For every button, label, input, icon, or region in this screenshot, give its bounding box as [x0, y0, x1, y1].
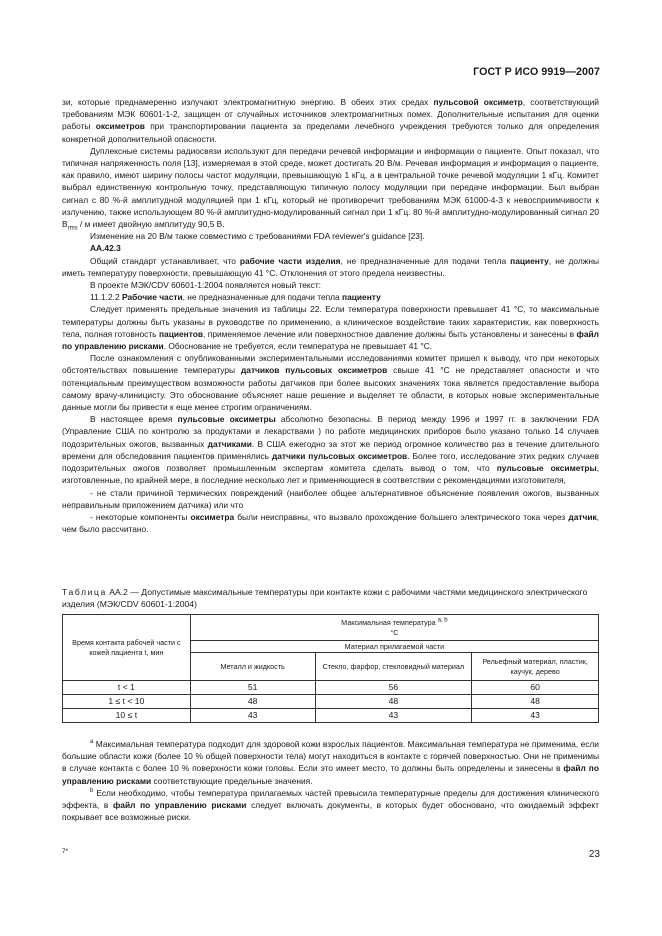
material-header: Материал прилагаемой части: [190, 641, 598, 653]
paragraph-3: Изменение на 20 В/м также совместимо с требованиями FDA reviewer's guidance [23].: [90, 231, 425, 242]
temperature-table: [62, 614, 599, 723]
section-heading: АА.42.3: [90, 243, 121, 254]
paragraph-1: зи, которые преднамеренно излучают электромагнитную энергию. В обеих этих средах пульсовой оксиметр, соответствующий требованиям МЭК 60601-1-2, защищен от случайных источников электромагнитных помех. Дополнительные испытания для оценки работы оксиметров при транспортировании пациента за пределами лечебного учреждения требуются только для определения конкретной дополнительной опасности.: [62, 97, 599, 144]
contact-time-header: Время контакта рабочей части с кожей пациента t, мин: [63, 615, 191, 681]
material-metal: Металл и жидкость: [190, 653, 315, 681]
paragraph-10: - не стали причиной термических повреждений (наиболее общее альтернативное объяснение появления ожогов, вызванных неправильным приложением датчика) или что: [62, 487, 599, 510]
max-temp-header: Максимальная температура $^{a, b}$ °С: [190, 615, 598, 641]
paragraph-5: В проекте МЭК/CDV 60601-1:2004 появляется новый текст:: [90, 280, 321, 291]
material-glass: Стекло, фарфор, стекловидный материал: [315, 653, 472, 681]
paragraph-2: Дуплексные системы радиосвязи используют для передачи речевой информации и информации о пациенте. Опыт показал, что типичная напряженность поля [13], измеряемая в этой среде, может достигать 20 В/м. Речевая информация и информация о пациенте, как правило, имеют ширину полосы частот модуляции, превышающую 1 кГц, а в центральной точке речевой модуляции 1 кГц. Комитет выбрал единственную контрольную точку, представляющую типичную полосу модуляции при передаче информации. Был выбран сигнал с 80 %-й амплитудной модуляцией при 1 кГц, который не противоречит требованиям МЭК 61000-4-3 к невосприимчивости к излучению, также использующем 80 %-й амплитудно-модулированный сигнал при 1 кГц. 80 %-й амплитудно-модулированный сигнал 20 $В_{rms}$ / м имеет двойную амплитуду 90,5 В.: [62, 145, 599, 232]
note-a: $^a$ Максимальная температура подходит для здоровой кожи взрослых пациентов. Максимальная температура не применима, если большие области кожи (более 10 % общей поверхности тела) могут находиться в контакте с горячей поверхностью. Они не применимы в случае контакта с более 10 % поверхности кожи головы. Если это имеет место, то должны быть определены и занесены в файл по управлению рисками соответствующие предельные значения.: [62, 739, 599, 786]
paragraph-4: Общий стандарт устанавливает, что рабочие части изделия, не предназначенные для подачи тепла пациенту, не должны иметь температуру поверхности, превышающую 41 °С. Отклонения от этого предела неизвестны.: [62, 255, 599, 278]
material-plastic: Рельефный материал, пластик, каучук, дерево: [472, 653, 599, 681]
table-notes: [62, 738, 599, 823]
paragraph-9: В настоящее время пульсовые оксиметры абсолютно безопасны. В период между 1996 и 1997 гг. в заключении FDA (Управление США по контролю за продуктами и лекарствами ) по работе медицинских приборов было указано только 14 случаев подозрительных ожогов, вызванных датчиками. В США ежегодно за этот же период огромное количество раз в течение длительного времени для обследования пациентов применялись датчики пульсовых оксиметров. Более того, исследование этих редких случаев подозрительных ожогов позволяет промышленным экспертам комитета сделать вывод о том, что пульсовые оксиметры, изготовленные, по крайней мере, в последние несколько лет и применяющиеся в соответствии с рекомендациями изготовителя,: [62, 414, 600, 486]
standard-header: ГОСТ Р ИСО 9919—2007: [473, 66, 600, 78]
signature-mark: 7*: [62, 848, 69, 855]
paragraph-7: Следует применять предельные значения из таблицы 22. Если температура поверхности превышает 41 °С, то максимальные температуры должны быть указаны в руководстве по применению, а клиническое воздействие таких характеристик, как поверхность тела, полная готовность пациентов, применяемое лечение или поверхностное давление должны быть установлены и занесены в файл по управлению рисками. Обоснование не требуется, если температура не превышает 41 °С.: [62, 304, 599, 352]
paragraph-11: - некоторые компоненты оксиметра были неисправны, что вызвало прохождение большего электрического тока через датчик, чем было рассчитано.: [62, 511, 599, 535]
paragraph-6: 11.1.2.2 Рабочие части, не предназначенные для подачи тепла пациенту: [90, 292, 381, 303]
page-number: 23: [588, 849, 600, 860]
paragraph-8: После ознакомления с опубликованными экспериментальными исследованиями комитет пришел к выводу, что при некоторых обстоятельствах повышение температуры датчиков пульсовых оксиметров свыше 41 °С не представляет опасности и что потенциальным преимуществом возможности работы датчиков при более высоких значениях тока является предоставление выбора самому врачу-клиницисту. Это обоснование объясняет наше решение и выделяет те области, в которых новые экспериментальные данные могли бы привести к еще менее строгим ограничениям.: [62, 353, 599, 413]
body-text: [62, 96, 599, 535]
table-caption: Таблица АА.2 — Допустимые максимальные температуры при контакте кожи с рабочими частями медицинского электрического изделия (МЭК/CDV 60601-1:2004): [62, 587, 588, 610]
table-row: t < 1 51 56 60: [63, 681, 599, 695]
table-row: 10 ≤ t 43 43 43: [63, 709, 599, 723]
table-row: 1 ≤ t < 10 48 48 48: [63, 695, 599, 709]
note-b: $^b$ Если необходимо, чтобы температура прилагаемых частей превысила температурные пределы для достижения клинического эффекта, в файл по управлению рисками следует включать документы, в которых будет обосновано, что ожидаемый эффект покрывает все возможные риски.: [62, 787, 599, 823]
